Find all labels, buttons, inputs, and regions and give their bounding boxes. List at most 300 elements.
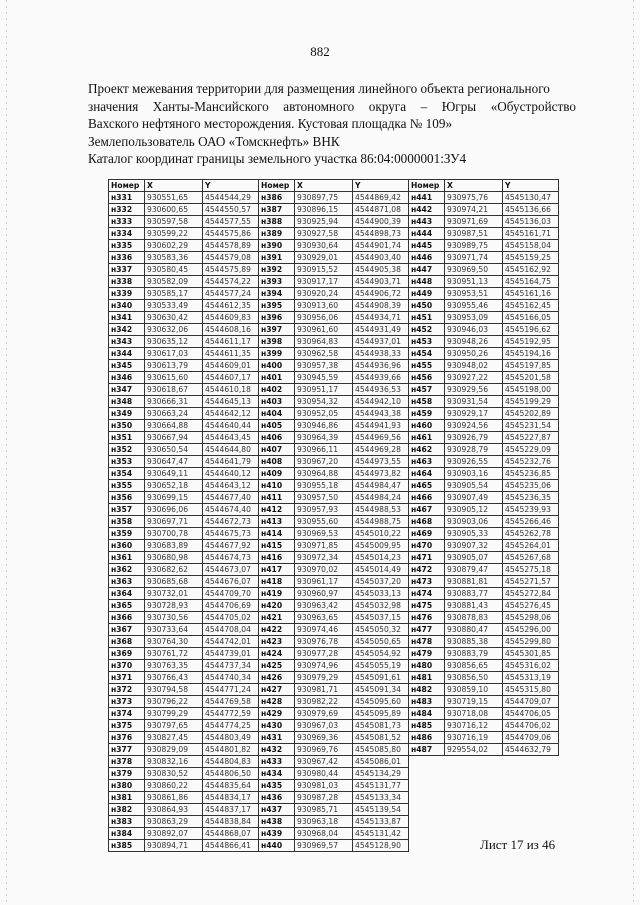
x-coordinate: 930766,43	[145, 672, 203, 684]
x-coordinate: 930685,68	[145, 576, 203, 588]
point-number: н404	[259, 408, 295, 420]
y-coordinate: 4544579,08	[203, 252, 259, 264]
table-row	[109, 660, 559, 672]
y-coordinate: 4545091,34	[353, 684, 409, 696]
point-number: н463	[409, 456, 445, 468]
y-coordinate: 4544577,55	[203, 216, 259, 228]
empty-cell	[503, 804, 559, 816]
point-number: н437	[259, 804, 295, 816]
point-number: н436	[259, 792, 295, 804]
point-number: н475	[409, 600, 445, 612]
point-number: н364	[109, 588, 145, 600]
x-coordinate: 930880,47	[445, 624, 503, 636]
empty-cell	[409, 840, 445, 852]
right-margin-mark	[633, 0, 634, 905]
y-coordinate: 4544643,12	[203, 480, 259, 492]
x-coordinate: 930829,09	[145, 744, 203, 756]
x-coordinate: 930894,71	[145, 840, 203, 852]
table-row	[109, 756, 559, 768]
x-coordinate: 930972,34	[295, 552, 353, 564]
point-number: н425	[259, 660, 295, 672]
x-coordinate: 930700,78	[145, 528, 203, 540]
point-number: н486	[409, 732, 445, 744]
y-coordinate: 4544709,70	[203, 588, 259, 600]
x-coordinate: 930987,51	[445, 228, 503, 240]
x-coordinate: 930663,24	[145, 408, 203, 420]
y-coordinate: 4544774,25	[203, 720, 259, 732]
x-coordinate: 930929,56	[445, 384, 503, 396]
y-coordinate: 4545032,98	[353, 600, 409, 612]
y-coordinate: 4544969,28	[353, 444, 409, 456]
y-coordinate: 4544544,29	[203, 192, 259, 204]
x-coordinate: 930680,98	[145, 552, 203, 564]
y-coordinate: 4544984,24	[353, 492, 409, 504]
point-number: н446	[409, 252, 445, 264]
number-header: Номер	[409, 180, 445, 192]
empty-cell	[445, 816, 503, 828]
table-row	[109, 372, 559, 384]
x-coordinate: 930799,29	[145, 708, 203, 720]
x-coordinate: 930682,62	[145, 564, 203, 576]
y-coordinate: 4544769,58	[203, 696, 259, 708]
point-number: н345	[109, 360, 145, 372]
y-coordinate: 4544936,96	[353, 360, 409, 372]
x-coordinate: 930964,88	[295, 468, 353, 480]
x-coordinate: 930957,50	[295, 492, 353, 504]
y-coordinate: 4545128,90	[353, 840, 409, 852]
y-coordinate: 4544742,01	[203, 636, 259, 648]
y-coordinate: 4545133,34	[353, 792, 409, 804]
x-coordinate: 930957,38	[295, 360, 353, 372]
y-coordinate: 4544771,24	[203, 684, 259, 696]
header-line-1: Проект межевания территории для размещения линейного объекта регионального	[88, 81, 550, 96]
point-number: н427	[259, 684, 295, 696]
x-coordinate: 930963,65	[295, 612, 353, 624]
x-coordinate: 930635,12	[145, 336, 203, 348]
point-number: н346	[109, 372, 145, 384]
x-coordinate: 930955,60	[295, 516, 353, 528]
x-coordinate: 930955,46	[445, 300, 503, 312]
x-header: X	[295, 180, 353, 192]
point-number: н393	[259, 276, 295, 288]
y-coordinate: 4544575,86	[203, 228, 259, 240]
point-number: н469	[409, 528, 445, 540]
table-row	[109, 672, 559, 684]
y-coordinate: 4544908,39	[353, 300, 409, 312]
x-coordinate: 930719,15	[445, 696, 503, 708]
x-coordinate: 930954,32	[295, 396, 353, 408]
x-coordinate: 930905,54	[445, 480, 503, 492]
y-coordinate: 4544906,72	[353, 288, 409, 300]
x-coordinate: 930763,35	[145, 660, 203, 672]
x-coordinate: 930927,22	[445, 372, 503, 384]
x-coordinate: 930580,45	[145, 264, 203, 276]
point-number: н464	[409, 468, 445, 480]
x-coordinate: 930827,45	[145, 732, 203, 744]
point-number: н472	[409, 564, 445, 576]
x-coordinate: 930926,55	[445, 456, 503, 468]
empty-cell	[409, 780, 445, 792]
y-coordinate: 4545164,75	[503, 276, 559, 288]
point-number: н412	[259, 504, 295, 516]
point-number: н378	[109, 756, 145, 768]
y-coordinate: 4544642,12	[203, 408, 259, 420]
x-coordinate: 930861,86	[145, 792, 203, 804]
y-coordinate: 4545166,05	[503, 312, 559, 324]
x-coordinate: 930796,22	[145, 696, 203, 708]
y-coordinate: 4544934,71	[353, 312, 409, 324]
point-number: н357	[109, 504, 145, 516]
header-line-2-word: Ханты-Мансийского	[152, 98, 269, 114]
x-coordinate: 930830,52	[145, 768, 203, 780]
x-coordinate: 930699,15	[145, 492, 203, 504]
point-number: н413	[259, 516, 295, 528]
point-number: н403	[259, 396, 295, 408]
table-row	[109, 588, 559, 600]
y-coordinate: 4545194,16	[503, 348, 559, 360]
header-line-2	[88, 98, 576, 116]
x-coordinate: 930969,57	[295, 840, 353, 852]
point-number: н365	[109, 600, 145, 612]
x-header: X	[445, 180, 503, 192]
x-coordinate: 930969,36	[295, 732, 353, 744]
point-number: н456	[409, 372, 445, 384]
x-coordinate: 930975,76	[445, 192, 503, 204]
x-coordinate: 930696,06	[145, 504, 203, 516]
y-coordinate: 4545235,06	[503, 480, 559, 492]
y-coordinate: 4544739,01	[203, 648, 259, 660]
y-coordinate: 4545158,04	[503, 240, 559, 252]
y-coordinate: 4544577,24	[203, 288, 259, 300]
point-number: н434	[259, 768, 295, 780]
point-number: н467	[409, 504, 445, 516]
x-coordinate: 930666,31	[145, 396, 203, 408]
y-coordinate: 4545086,01	[353, 756, 409, 768]
y-coordinate: 4545081,73	[353, 720, 409, 732]
x-coordinate: 930931,54	[445, 396, 503, 408]
point-number: н331	[109, 192, 145, 204]
y-coordinate: 4544643,45	[203, 432, 259, 444]
empty-cell	[409, 804, 445, 816]
y-coordinate: 4544644,80	[203, 444, 259, 456]
point-number: н336	[109, 252, 145, 264]
y-coordinate: 4544611,17	[203, 336, 259, 348]
point-number: н428	[259, 696, 295, 708]
point-number: н397	[259, 324, 295, 336]
table-row	[109, 720, 559, 732]
x-coordinate: 930905,33	[445, 528, 503, 540]
x-coordinate: 930878,83	[445, 612, 503, 624]
point-number: н414	[259, 528, 295, 540]
y-coordinate: 4545196,62	[503, 324, 559, 336]
x-coordinate: 930903,16	[445, 468, 503, 480]
table-row	[109, 288, 559, 300]
y-coordinate: 4544804,83	[203, 756, 259, 768]
x-coordinate: 930955,18	[295, 480, 353, 492]
point-number: н420	[259, 600, 295, 612]
empty-cell	[503, 816, 559, 828]
x-coordinate: 930950,26	[445, 348, 503, 360]
y-coordinate: 4544608,16	[203, 324, 259, 336]
y-coordinate: 4545267,68	[503, 552, 559, 564]
point-number: н432	[259, 744, 295, 756]
point-number: н411	[259, 492, 295, 504]
x-coordinate: 930974,46	[295, 624, 353, 636]
point-number: н459	[409, 408, 445, 420]
point-number: н429	[259, 708, 295, 720]
point-number: н391	[259, 252, 295, 264]
point-number: н342	[109, 324, 145, 336]
x-coordinate: 930856,50	[445, 672, 503, 684]
point-number: н417	[259, 564, 295, 576]
y-header: Y	[353, 180, 409, 192]
table-row	[109, 540, 559, 552]
y-coordinate: 4545136,66	[503, 204, 559, 216]
x-coordinate: 930974,96	[295, 660, 353, 672]
y-coordinate: 4544984,47	[353, 480, 409, 492]
x-coordinate: 930971,69	[445, 216, 503, 228]
table-row	[109, 228, 559, 240]
table-row	[109, 516, 559, 528]
empty-cell	[409, 768, 445, 780]
x-coordinate: 930903,06	[445, 516, 503, 528]
number-header: Номер	[259, 180, 295, 192]
x-coordinate: 930966,11	[295, 444, 353, 456]
y-coordinate: 4545050,65	[353, 636, 409, 648]
y-coordinate: 4545134,29	[353, 768, 409, 780]
y-coordinate: 4545271,57	[503, 576, 559, 588]
point-number: н347	[109, 384, 145, 396]
x-coordinate: 930926,79	[445, 432, 503, 444]
table-row	[109, 264, 559, 276]
x-coordinate: 930971,74	[445, 252, 503, 264]
point-number: н362	[109, 564, 145, 576]
y-coordinate: 4544801,82	[203, 744, 259, 756]
point-number: н452	[409, 324, 445, 336]
point-number: н375	[109, 720, 145, 732]
y-coordinate: 4544901,74	[353, 240, 409, 252]
table-row	[109, 600, 559, 612]
y-coordinate: 4545162,92	[503, 264, 559, 276]
table-row	[109, 408, 559, 420]
y-coordinate: 4545010,22	[353, 528, 409, 540]
table-row	[109, 252, 559, 264]
x-coordinate: 930883,77	[445, 588, 503, 600]
point-number: н419	[259, 588, 295, 600]
x-coordinate: 930650,54	[145, 444, 203, 456]
point-number: н337	[109, 264, 145, 276]
point-number: н416	[259, 552, 295, 564]
y-coordinate: 4544973,82	[353, 468, 409, 480]
point-number: н477	[409, 624, 445, 636]
point-number: н442	[409, 204, 445, 216]
y-coordinate: 4544969,56	[353, 432, 409, 444]
x-coordinate: 930928,79	[445, 444, 503, 456]
point-number: н388	[259, 216, 295, 228]
x-coordinate: 930960,97	[295, 588, 353, 600]
point-number: н390	[259, 240, 295, 252]
header-line-2-word: значения	[88, 98, 139, 114]
y-coordinate: 4544674,40	[203, 504, 259, 516]
point-number: н443	[409, 216, 445, 228]
point-number: н460	[409, 420, 445, 432]
y-coordinate: 4544988,53	[353, 504, 409, 516]
point-number: н476	[409, 612, 445, 624]
point-number: н369	[109, 648, 145, 660]
point-number: н433	[259, 756, 295, 768]
x-coordinate: 930718,08	[445, 708, 503, 720]
point-number: н395	[259, 300, 295, 312]
x-coordinate: 930764,30	[145, 636, 203, 648]
y-coordinate: 4545161,71	[503, 228, 559, 240]
point-number: н392	[259, 264, 295, 276]
x-coordinate: 930969,53	[295, 528, 353, 540]
point-number: н479	[409, 648, 445, 660]
point-number: н455	[409, 360, 445, 372]
x-coordinate: 930946,03	[445, 324, 503, 336]
header-line-4: Землепользователь ОАО «Томскнефть» ВНК	[88, 133, 340, 149]
table-row	[109, 444, 559, 456]
point-number: н359	[109, 528, 145, 540]
y-coordinate: 4545232,76	[503, 456, 559, 468]
table-row	[109, 396, 559, 408]
y-coordinate: 4545313,19	[503, 672, 559, 684]
y-coordinate: 4544677,92	[203, 540, 259, 552]
y-header: Y	[203, 180, 259, 192]
point-number: н396	[259, 312, 295, 324]
empty-cell	[445, 780, 503, 792]
x-coordinate: 930917,17	[295, 276, 353, 288]
x-coordinate: 930929,17	[445, 408, 503, 420]
x-coordinate: 930979,69	[295, 708, 353, 720]
table-row	[109, 348, 559, 360]
point-number: н441	[409, 192, 445, 204]
point-number: н449	[409, 288, 445, 300]
table-row	[109, 732, 559, 744]
y-coordinate: 4545315,80	[503, 684, 559, 696]
y-coordinate: 4545239,93	[503, 504, 559, 516]
x-coordinate: 930968,04	[295, 828, 353, 840]
empty-cell	[503, 792, 559, 804]
y-coordinate: 4544740,34	[203, 672, 259, 684]
y-coordinate: 4544837,17	[203, 804, 259, 816]
header-line-3: Вахского нефтяного месторождения. Кустовая площадка № 109»	[88, 116, 453, 131]
point-number: н400	[259, 360, 295, 372]
y-coordinate: 4544938,33	[353, 348, 409, 360]
x-coordinate: 930730,56	[145, 612, 203, 624]
y-coordinate: 4545037,20	[353, 576, 409, 588]
point-number: н402	[259, 384, 295, 396]
x-coordinate: 930913,60	[295, 300, 353, 312]
table-row	[109, 480, 559, 492]
point-number: н408	[259, 456, 295, 468]
table-row	[109, 624, 559, 636]
table-row	[109, 420, 559, 432]
y-coordinate: 4545095,89	[353, 708, 409, 720]
point-number: н478	[409, 636, 445, 648]
y-coordinate: 4544550,57	[203, 204, 259, 216]
x-coordinate: 930924,56	[445, 420, 503, 432]
x-coordinate: 930832,16	[145, 756, 203, 768]
header-line-2-word: округа	[368, 98, 407, 114]
x-coordinate: 930602,29	[145, 240, 203, 252]
point-number: н440	[259, 840, 295, 852]
point-number: н367	[109, 624, 145, 636]
y-coordinate: 4545033,13	[353, 588, 409, 600]
point-number: н473	[409, 576, 445, 588]
point-number: н481	[409, 672, 445, 684]
table-row	[109, 216, 559, 228]
y-coordinate: 4545081,52	[353, 732, 409, 744]
point-number: н389	[259, 228, 295, 240]
y-coordinate: 4545198,00	[503, 384, 559, 396]
point-number: н338	[109, 276, 145, 288]
y-coordinate: 4545130,47	[503, 192, 559, 204]
point-number: н370	[109, 660, 145, 672]
point-number: н350	[109, 420, 145, 432]
y-coordinate: 4544942,10	[353, 396, 409, 408]
point-number: н382	[109, 804, 145, 816]
point-number: н376	[109, 732, 145, 744]
y-coordinate: 4545162,45	[503, 300, 559, 312]
x-coordinate: 930613,79	[145, 360, 203, 372]
x-coordinate: 930761,72	[145, 648, 203, 660]
x-coordinate: 930970,02	[295, 564, 353, 576]
table-header-row	[109, 180, 559, 192]
table-row	[109, 300, 559, 312]
point-number: н366	[109, 612, 145, 624]
table-row	[109, 492, 559, 504]
point-number: н399	[259, 348, 295, 360]
point-number: н415	[259, 540, 295, 552]
point-number: н480	[409, 660, 445, 672]
x-coordinate: 930582,09	[145, 276, 203, 288]
point-number: н340	[109, 300, 145, 312]
y-coordinate: 4544898,73	[353, 228, 409, 240]
point-number: н421	[259, 612, 295, 624]
y-coordinate: 4544677,40	[203, 492, 259, 504]
table-row	[109, 768, 559, 780]
x-coordinate: 930907,49	[445, 492, 503, 504]
x-coordinate: 929554,02	[445, 744, 503, 756]
table-row	[109, 384, 559, 396]
y-coordinate: 4544632,79	[503, 744, 559, 756]
y-coordinate: 4545085,80	[353, 744, 409, 756]
table-row	[109, 192, 559, 204]
y-coordinate: 4544838,84	[203, 816, 259, 828]
point-number: н401	[259, 372, 295, 384]
x-coordinate: 930981,03	[295, 780, 353, 792]
point-number: н384	[109, 828, 145, 840]
x-coordinate: 930964,83	[295, 336, 353, 348]
x-coordinate: 930597,58	[145, 216, 203, 228]
x-coordinate: 930881,81	[445, 576, 503, 588]
point-number: н349	[109, 408, 145, 420]
point-number: н371	[109, 672, 145, 684]
x-coordinate: 930879,47	[445, 564, 503, 576]
x-coordinate: 930716,19	[445, 732, 503, 744]
table-row	[109, 360, 559, 372]
x-coordinate: 930946,86	[295, 420, 353, 432]
y-coordinate: 4544869,42	[353, 192, 409, 204]
point-number: н380	[109, 780, 145, 792]
x-coordinate: 930920,24	[295, 288, 353, 300]
x-coordinate: 930982,22	[295, 696, 353, 708]
point-number: н451	[409, 312, 445, 324]
point-number: н334	[109, 228, 145, 240]
x-coordinate: 930961,17	[295, 576, 353, 588]
y-coordinate: 4545050,32	[353, 624, 409, 636]
